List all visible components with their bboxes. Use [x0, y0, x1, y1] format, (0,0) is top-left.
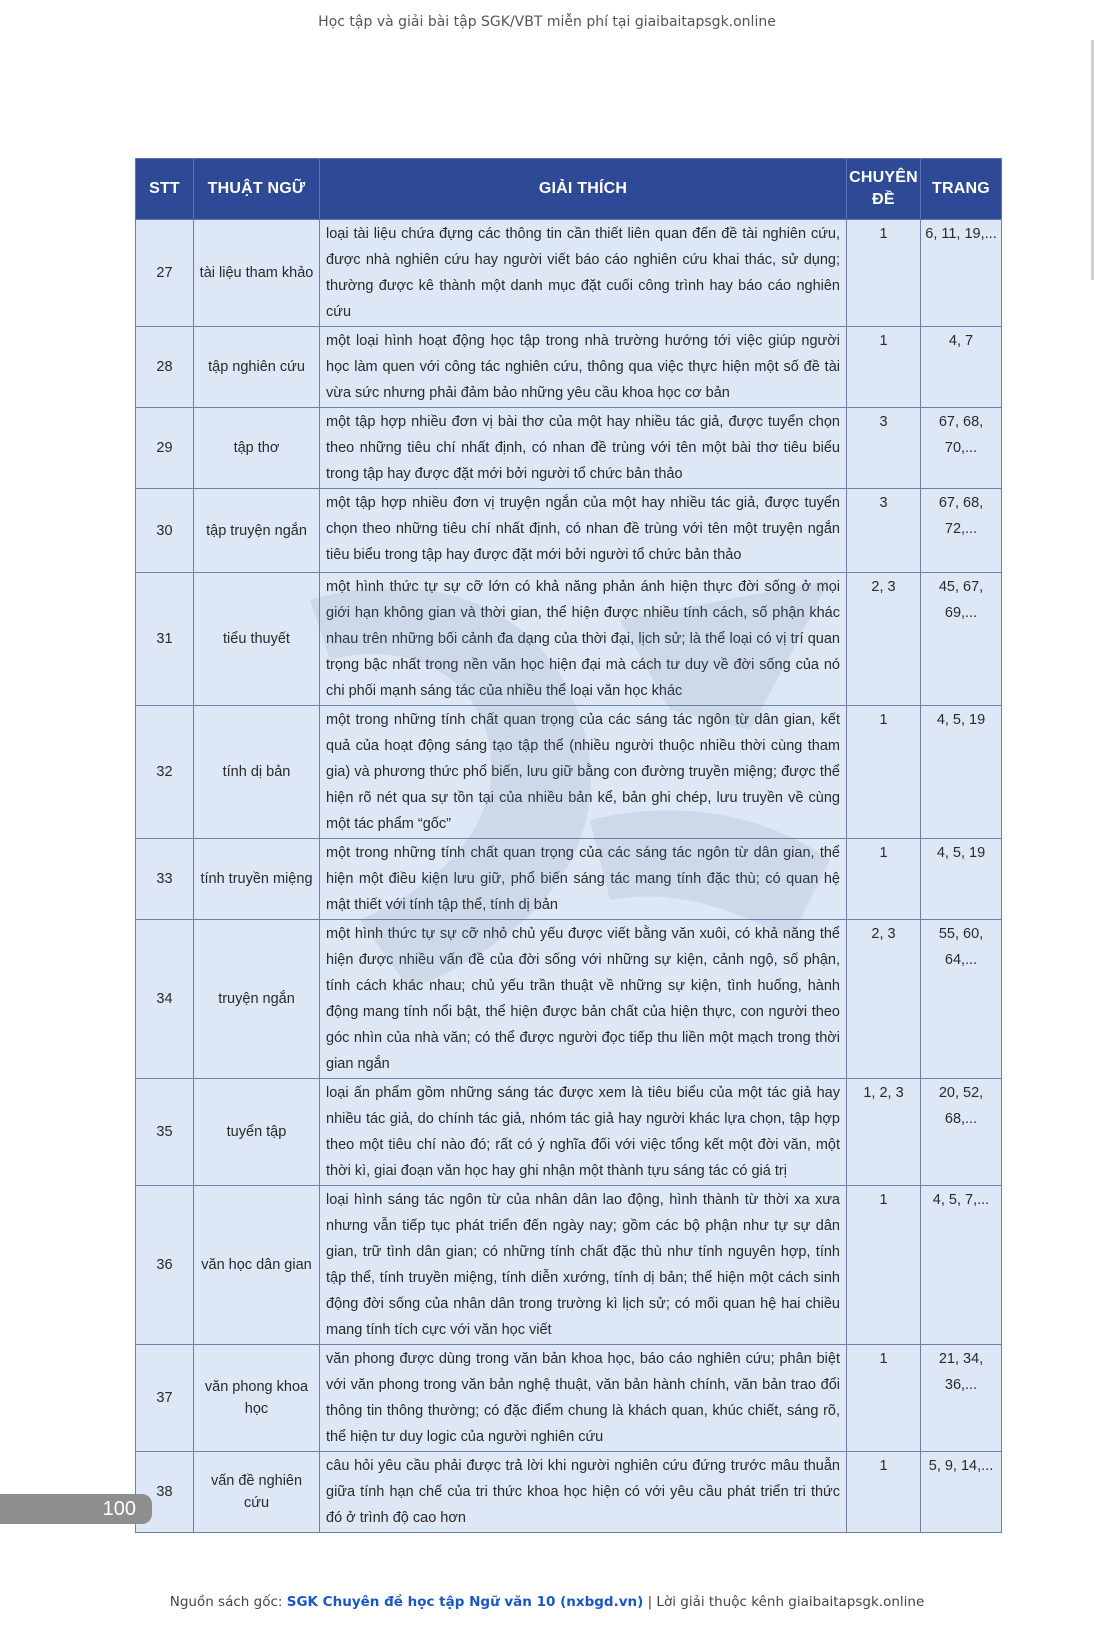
- page-footer: [0, 1594, 1094, 1610]
- row-page: 4, 7: [921, 327, 1002, 408]
- row-page: 4, 5, 7,...: [921, 1186, 1002, 1345]
- row-term: tuyển tập: [194, 1079, 320, 1186]
- row-stt: 36: [136, 1186, 194, 1345]
- row-topic: 2, 3: [847, 573, 921, 706]
- table-row: [136, 1452, 1002, 1533]
- row-stt: 29: [136, 408, 194, 489]
- row-page: 21, 34, 36,...: [921, 1345, 1002, 1452]
- row-stt: 30: [136, 489, 194, 573]
- row-definition: loại tài liệu chứa đựng các thông tin cần thiết liên quan đến đề tài nghiên cứu, được nhà nghiên cứu hay người viết báo cáo nghiên cứu khai thác, sử dụng; thường được kê thành một danh mục đặt cuối công trình hay báo cáo nghiên cứu: [320, 220, 847, 327]
- row-term: tập nghiên cứu: [194, 327, 320, 408]
- row-page: 45, 67, 69,...: [921, 573, 1002, 706]
- table-row: [136, 573, 1002, 706]
- row-stt: 35: [136, 1079, 194, 1186]
- row-definition: câu hỏi yêu cầu phải được trả lời khi người nghiên cứu đứng trước mâu thuẫn giữa tính hạn chế của tri thức khoa học hiện có với yêu cầu phát triển tri thức đó ở trình độ cao hơn: [320, 1452, 847, 1533]
- header-term: THUẬT NGỮ: [194, 159, 320, 220]
- row-topic: 1: [847, 220, 921, 327]
- header-page: TRANG: [921, 159, 1002, 220]
- table-row: [136, 1186, 1002, 1345]
- table-row: [136, 920, 1002, 1079]
- glossary-table: [135, 158, 1002, 1533]
- row-definition: một tập hợp nhiều đơn vị truyện ngắn của một hay nhiều tác giả, được tuyển chọn theo những tiêu chí nhất định, có nhan đề trùng với tên một truyện ngắn tiêu biểu trong tập hay được đặt mới bởi người tổ chức bản thảo: [320, 489, 847, 573]
- row-topic: 3: [847, 408, 921, 489]
- row-stt: 31: [136, 573, 194, 706]
- table-row: [136, 327, 1002, 408]
- row-topic: 1: [847, 1345, 921, 1452]
- row-term: vấn đề nghiên cứu: [194, 1452, 320, 1533]
- row-definition: văn phong được dùng trong văn bản khoa học, báo cáo nghiên cứu; phân biệt với văn phong trong văn bản nghệ thuật, văn bản hành chính, văn bản trao đổi thông tin thông thường; có đặc điểm chung là khách quan, khúc chiết, sáng rõ, thể hiện tư duy logic của người nghiên cứu: [320, 1345, 847, 1452]
- row-term: tập thơ: [194, 408, 320, 489]
- row-topic: 1: [847, 706, 921, 839]
- row-topic: 1: [847, 839, 921, 920]
- row-stt: 32: [136, 706, 194, 839]
- table-row: [136, 489, 1002, 573]
- row-page: 4, 5, 19: [921, 706, 1002, 839]
- header-definition: GIẢI THÍCH: [320, 159, 847, 220]
- header-stt: STT: [136, 159, 194, 220]
- row-term: tiểu thuyết: [194, 573, 320, 706]
- row-page: 67, 68, 70,...: [921, 408, 1002, 489]
- row-topic: 2, 3: [847, 920, 921, 1079]
- row-page: 67, 68, 72,...: [921, 489, 1002, 573]
- row-term: tính dị bản: [194, 706, 320, 839]
- table-row: [136, 1345, 1002, 1452]
- table-row: [136, 706, 1002, 839]
- row-topic: 1: [847, 1186, 921, 1345]
- row-stt: 34: [136, 920, 194, 1079]
- row-definition: một hình thức tự sự cỡ lớn có khả năng phản ánh hiện thực đời sống ở mọi giới hạn không gian và thời gian, thể hiện được nhiều tính cách, số phận khác nhau trên những bối cảnh đa dạng của thời đại, lịch sử; là thể loại có vị trí quan trọng bậc nhất trong nền văn học hiện đại mà cách tư duy về đời sống của nó chi phối mạnh sáng tác của nhiều thể loại văn học khác: [320, 573, 847, 706]
- table-row: [136, 1079, 1002, 1186]
- row-stt: 37: [136, 1345, 194, 1452]
- row-definition: một loại hình hoạt động học tập trong nhà trường hướng tới việc giúp người học làm quen với công tác nghiên cứu, thông qua việc thực hiện một số đề tài vừa sức nhưng phải đảm bảo những yêu cầu khoa học cơ bản: [320, 327, 847, 408]
- row-definition: một trong những tính chất quan trọng của các sáng tác ngôn từ dân gian, kết quả của hoạt động sáng tạo tập thể (nhiều người thuộc nhiều thời cùng tham gia) và phương thức phổ biến, lưu giữ bằng con đường truyền miệng; được thể hiện rõ nét qua sự tồn tại của nhiều bản kể, bản ghi chép, lưu truyền về cùng một tác phẩm “gốc”: [320, 706, 847, 839]
- row-topic: 3: [847, 489, 921, 573]
- row-page: 20, 52, 68,...: [921, 1079, 1002, 1186]
- footer-suffix: | Lời giải thuộc kênh giaibaitapsgk.online: [643, 1594, 925, 1610]
- table-row: [136, 408, 1002, 489]
- row-term: văn học dân gian: [194, 1186, 320, 1345]
- row-term: tập truyện ngắn: [194, 489, 320, 573]
- table-row: [136, 839, 1002, 920]
- footer-source-link[interactable]: SGK Chuyên đề học tập Ngữ văn 10 (nxbgd.vn): [286, 1594, 644, 1610]
- row-term: tài liệu tham khảo: [194, 220, 320, 327]
- row-topic: 1: [847, 327, 921, 408]
- row-term: truyện ngắn: [194, 920, 320, 1079]
- row-term: văn phong khoa học: [194, 1345, 320, 1452]
- row-stt: 27: [136, 220, 194, 327]
- row-page: 5, 9, 14,...: [921, 1452, 1002, 1533]
- row-term: tính truyền miệng: [194, 839, 320, 920]
- row-stt: 33: [136, 839, 194, 920]
- page-header-text: Học tập và giải bài tập SGK/VBT miễn phí tại giaibaitapsgk.online: [318, 14, 776, 30]
- row-stt: 38: [136, 1452, 194, 1533]
- row-definition: loại hình sáng tác ngôn từ của nhân dân lao động, hình thành từ thời xa xưa nhưng vẫn tiếp tục phát triển đến ngày nay; gồm các bộ phận như tự sự dân gian, trữ tình dân gian; có những tính chất đặc thù như tính nguyên hợp, tính tập thể, tính truyền miệng, tính diễn xướng, tính dị bản; thể hiện một cách sinh động đời sống của nhân dân trong trường kì lịch sử; có mối quan hệ hai chiều mang tính tích cực với văn học viết: [320, 1186, 847, 1345]
- row-definition: loại ấn phẩm gồm những sáng tác được xem là tiêu biểu của một tác giả hay nhiều tác giả, do chính tác giả, nhóm tác giả hay người khác lựa chọn, tập hợp theo một tiêu chí nào đó; rất có ý nghĩa đối với việc tổng kết một đời văn, một thời kì, giai đoạn văn học hay ghi nhận một thành tựu sáng tác có giá trị: [320, 1079, 847, 1186]
- row-stt: 28: [136, 327, 194, 408]
- row-definition: một trong những tính chất quan trọng của các sáng tác ngôn từ dân gian, thể hiện một điều kiện lưu giữ, phổ biến sáng tác mang tính đặc thù; có quan hệ mật thiết với tính tập thể, tính dị bản: [320, 839, 847, 920]
- table-header-row: [136, 159, 1002, 220]
- row-page: 55, 60, 64,...: [921, 920, 1002, 1079]
- header-topic: CHUYÊN ĐỀ: [847, 159, 921, 220]
- row-page: 4, 5, 19: [921, 839, 1002, 920]
- row-definition: một tập hợp nhiều đơn vị bài thơ của một hay nhiều tác giả, được tuyển chọn theo những tiêu chí nhất định, có nhan đề trùng với tên một bài thơ tiêu biểu trong tập hay được đặt mới bởi người tổ chức bản thảo: [320, 408, 847, 489]
- table-row: [136, 220, 1002, 327]
- row-page: 6, 11, 19,...: [921, 220, 1002, 327]
- row-topic: 1: [847, 1452, 921, 1533]
- page-number: 100: [0, 1494, 152, 1524]
- footer-prefix: Nguồn sách gốc:: [169, 1594, 287, 1610]
- row-topic: 1, 2, 3: [847, 1079, 921, 1186]
- row-definition: một hình thức tự sự cỡ nhỏ chủ yếu được viết bằng văn xuôi, có khả năng thể hiện được nhiều vấn đề của đời sống với những sự kiện, cảnh ngộ, số phận, tính cách khác nhau; chủ yếu trần thuật về những sự kiện, tình huống, hành động mang tính nổi bật, thể hiện được bản chất của hiện thực, con người theo góc nhìn của nhà văn; có thể được người đọc tiếp thu liền một mạch trong thời gian ngắn: [320, 920, 847, 1079]
